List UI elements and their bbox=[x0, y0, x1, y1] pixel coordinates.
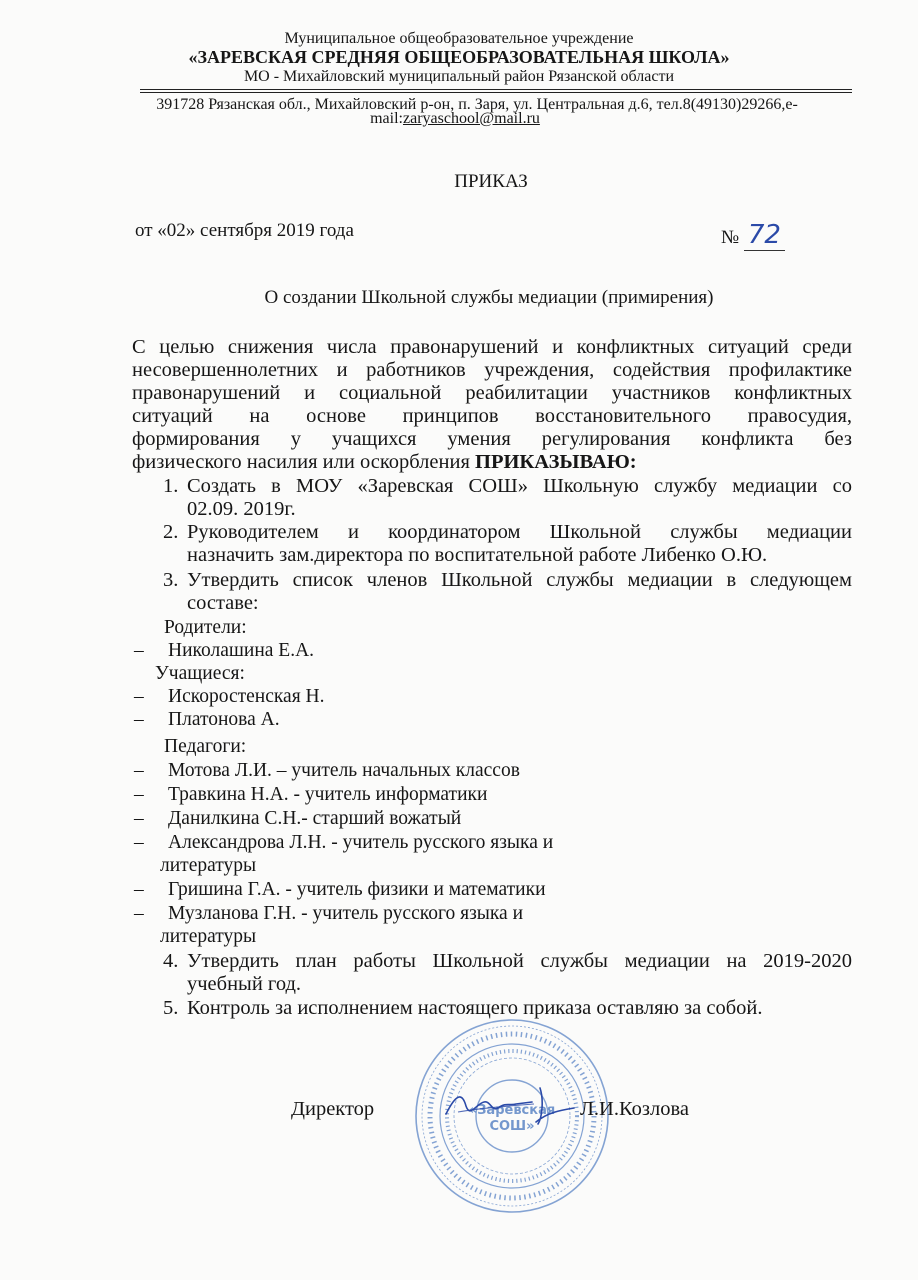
signatory-position: Директор bbox=[291, 1098, 375, 1120]
preamble-line: формирования у учащихся умения регулирования конфликта без bbox=[132, 428, 852, 450]
order-subject: О создании Школьной службы медиации (примирения) bbox=[264, 287, 714, 308]
member-item: Музланова Г.Н. - учитель русского языка и bbox=[168, 903, 524, 924]
email-prefix: mail: bbox=[370, 110, 403, 127]
email-link[interactable]: zaryaschool@mail.ru bbox=[402, 110, 540, 127]
list-dash: – bbox=[134, 832, 144, 853]
item-text: Создать в МОУ «Заревская СОШ» Школьную службу медиации со bbox=[187, 475, 852, 497]
list-dash: – bbox=[134, 640, 144, 661]
item-text-cont: назначить зам.директора по воспитательной работе Либенко О.Ю. bbox=[187, 544, 768, 566]
member-item: Николашина Е.А. bbox=[168, 640, 315, 661]
stamp-center-text: «Заревская bbox=[468, 1103, 556, 1118]
header-rule-bottom bbox=[140, 92, 852, 93]
item-number: 1. bbox=[163, 475, 179, 497]
member-item: Александрова Л.Н. - учитель русского языка и bbox=[168, 832, 554, 853]
document-title: ПРИКАЗ bbox=[454, 171, 528, 192]
district-line: МО - Михайловский муниципальный район Рязанской области bbox=[243, 68, 675, 85]
preamble-line: правонарушений и социальной реабилитации участников конфликтных bbox=[132, 382, 852, 404]
address-line: 391728 Рязанская обл., Михайловский р-он, п. Заря, ул. Центральная д.6, тел.8(49130)29266,е- bbox=[156, 96, 798, 113]
group-label-students: Учащиеся: bbox=[155, 663, 245, 684]
preamble-line: С целью снижения числа правонарушений и конфликтных ситуаций среди bbox=[132, 336, 852, 358]
school-name: «ЗАРЕВСКАЯ СРЕДНЯЯ ОБЩЕОБРАЗОВАТЕЛЬНАЯ ШКОЛА» bbox=[188, 47, 730, 67]
member-item: Платонова А. bbox=[168, 709, 280, 730]
item-text-cont: учебный год. bbox=[187, 973, 302, 995]
number-label: № bbox=[721, 227, 740, 248]
org-type-line: Муниципальное общеобразовательное учреждение bbox=[284, 30, 634, 47]
preamble-line: ситуаций на основе принципов восстановительного правосудия, bbox=[132, 405, 852, 427]
handwritten-number: 72 bbox=[744, 220, 785, 251]
member-item: Искоростенская Н. bbox=[168, 686, 325, 707]
item-number: 3. bbox=[163, 569, 179, 591]
stamp-center-text: СОШ» bbox=[489, 1119, 535, 1134]
group-label-parents: Родители: bbox=[164, 617, 247, 638]
item-text: Контроль за исполнением настоящего приказа оставляю за собой. bbox=[187, 997, 763, 1019]
preamble-line: несовершеннолетних и работников учреждения, содействия профилактике bbox=[132, 359, 852, 381]
preamble-last-text: физического насилия или оскорбления bbox=[132, 451, 470, 473]
member-item: Гришина Г.А. - учитель физики и математики bbox=[168, 879, 546, 900]
list-dash: – bbox=[134, 808, 144, 829]
list-dash: – bbox=[134, 686, 144, 707]
list-dash: – bbox=[134, 784, 144, 805]
member-item: Данилкина С.Н.- старший вожатый bbox=[168, 808, 462, 829]
member-item: Мотова Л.И. – учитель начальных классов bbox=[168, 760, 520, 781]
list-dash: – bbox=[134, 903, 144, 924]
preamble-last-line bbox=[132, 451, 852, 475]
handwritten-signature bbox=[440, 1082, 580, 1132]
item-text: Руководителем и координатором Школьной службы медиации bbox=[187, 521, 852, 543]
order-date: от «02» сентября 2019 года bbox=[135, 220, 354, 241]
item-number: 2. bbox=[163, 521, 179, 543]
item-number: 5. bbox=[163, 997, 179, 1019]
item-text: Утвердить список членов Школьной службы медиации в следующем bbox=[187, 569, 852, 591]
item-number: 4. bbox=[163, 950, 179, 972]
member-item-cont: литературы bbox=[160, 926, 257, 947]
list-dash: – bbox=[134, 760, 144, 781]
item-text-cont: 02.09. 2019г. bbox=[187, 498, 296, 520]
header-rule-top bbox=[140, 89, 852, 90]
list-dash: – bbox=[134, 879, 144, 900]
order-keyword: ПРИКАЗЫВАЮ: bbox=[475, 451, 637, 473]
item-text-cont: составе: bbox=[187, 592, 259, 614]
item-text: Утвердить план работы Школьной службы медиации на 2019-2020 bbox=[187, 950, 852, 972]
order-number bbox=[721, 220, 785, 250]
member-item: Травкина Н.А. - учитель информатики bbox=[168, 784, 488, 805]
email-line bbox=[0, 110, 914, 128]
group-label-teachers: Педагоги: bbox=[164, 736, 247, 757]
member-item-cont: литературы bbox=[160, 855, 257, 876]
list-dash: – bbox=[134, 709, 144, 730]
signatory-name: Л.И.Козлова bbox=[580, 1098, 689, 1120]
